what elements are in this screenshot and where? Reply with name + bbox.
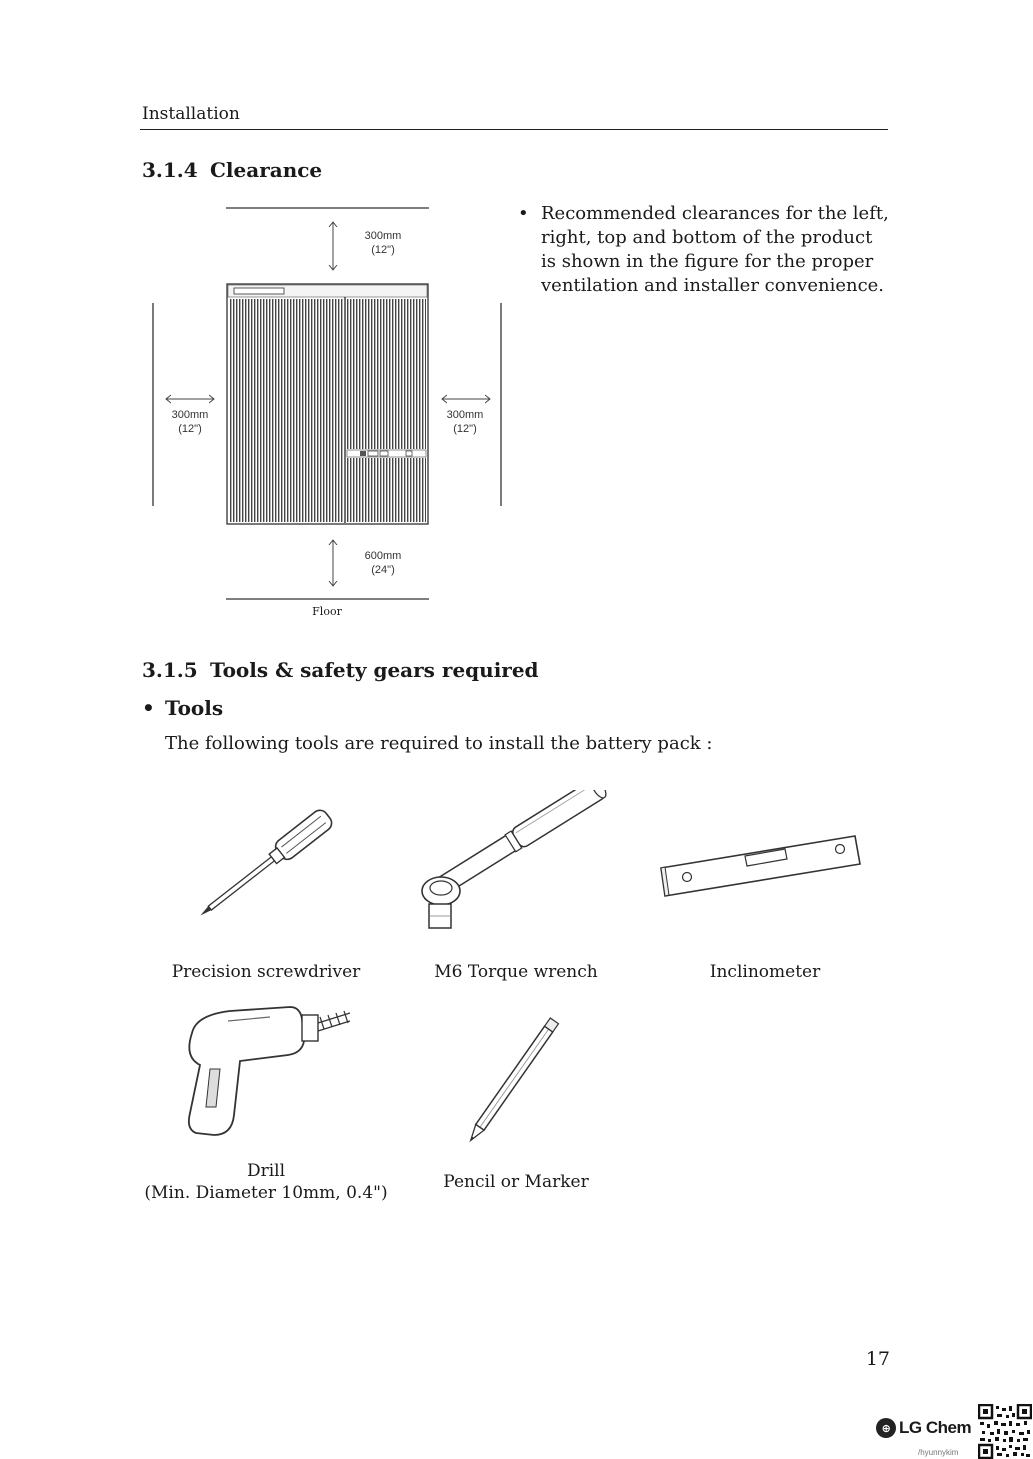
dimension-right-mm: 300mm bbox=[446, 409, 484, 421]
dimension-bottom-mm: 600mm bbox=[364, 550, 402, 562]
drill-icon bbox=[170, 995, 360, 1145]
level-icon bbox=[655, 822, 875, 902]
bullet-dot: • bbox=[518, 203, 529, 224]
dimension-bottom-inch: (24") bbox=[371, 564, 395, 576]
running-header: Installation bbox=[142, 104, 240, 124]
user-tag: /hyunnykim bbox=[918, 1448, 959, 1457]
screwdriver-icon bbox=[180, 780, 350, 950]
torque-wrench-icon bbox=[415, 790, 615, 940]
brand-logo bbox=[876, 1418, 971, 1438]
tool-caption-torque-wrench: M6 Torque wrench bbox=[434, 962, 598, 982]
tool-caption-drill bbox=[136, 1160, 396, 1204]
section-heading: Clearance bbox=[210, 158, 323, 182]
dimension-top-mm: 300mm bbox=[364, 230, 402, 242]
floor-label: Floor bbox=[312, 605, 342, 618]
section-number: 3.1.4 bbox=[142, 158, 198, 182]
tool-caption-screwdriver: Precision screwdriver bbox=[171, 962, 361, 982]
tools-subheading-text: Tools bbox=[165, 696, 224, 720]
section-title-tools bbox=[142, 658, 539, 682]
section-title-clearance bbox=[142, 158, 322, 182]
dimension-left bbox=[150, 408, 230, 436]
dimension-right bbox=[425, 408, 505, 436]
tool-caption-pencil: Pencil or Marker bbox=[443, 1172, 589, 1192]
dimension-left-inch: (12") bbox=[178, 423, 202, 435]
dimension-left-mm: 300mm bbox=[171, 409, 209, 421]
clearance-note-text: Recommended clearances for the left, right, top and bottom of the product is shown in the figure for the proper ventilation and installer convenience. bbox=[541, 203, 889, 296]
bullet-dot: • bbox=[142, 696, 155, 720]
section-heading: Tools & safety gears required bbox=[210, 658, 539, 682]
header-divider bbox=[140, 129, 888, 130]
section-number: 3.1.5 bbox=[142, 658, 198, 682]
dimension-right-inch: (12") bbox=[453, 423, 477, 435]
brand-name: LG Chem bbox=[899, 1418, 972, 1437]
dimension-top bbox=[343, 229, 423, 257]
tool-caption-inclinometer: Inclinometer bbox=[709, 962, 821, 982]
tools-intro: The following tools are required to install the battery pack : bbox=[165, 733, 713, 754]
dimension-top-inch: (12") bbox=[371, 244, 395, 256]
tool-caption-drill-line2: (Min. Diameter 10mm, 0.4") bbox=[144, 1183, 388, 1203]
dimension-bottom bbox=[343, 549, 423, 577]
tools-subheading bbox=[142, 696, 223, 720]
page-number: 17 bbox=[865, 1348, 890, 1370]
pencil-icon bbox=[445, 998, 595, 1143]
tool-caption-drill-line1: Drill bbox=[246, 1161, 286, 1181]
lg-logo-icon: ⊕ bbox=[876, 1418, 896, 1438]
qr-code-icon bbox=[978, 1404, 1032, 1459]
